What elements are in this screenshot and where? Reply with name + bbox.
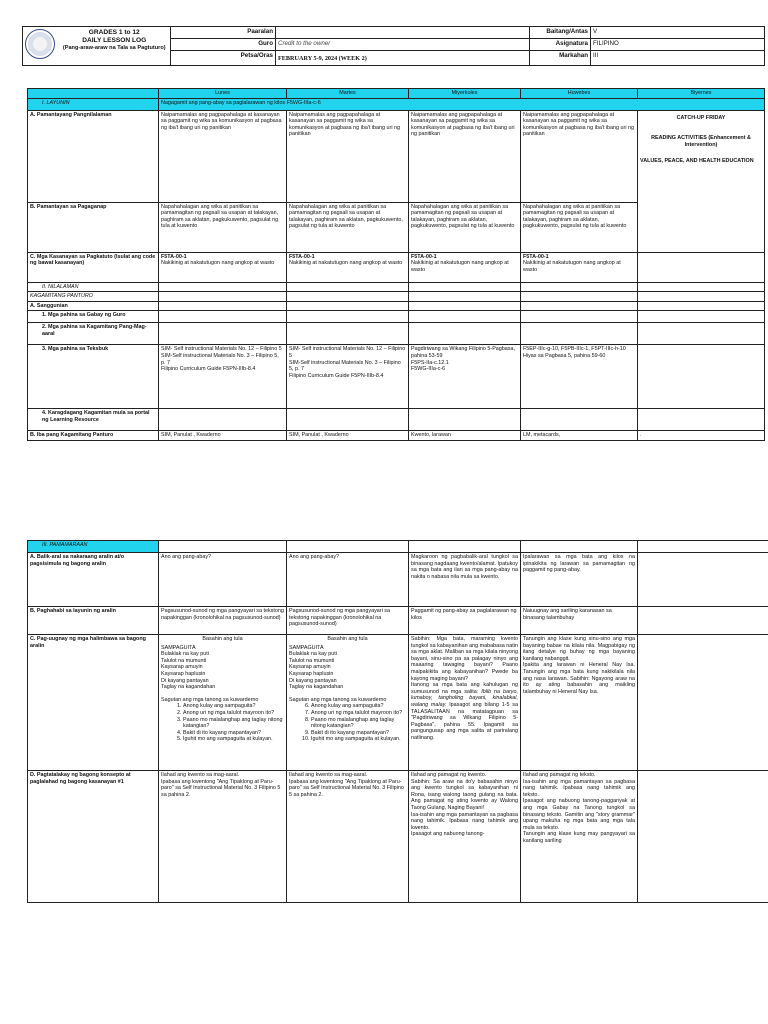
grades-title: GRADES 1 to 12 [88,29,140,36]
baitang-value: V [591,27,765,39]
day-monday: Lunes [159,89,287,99]
pag-uugnay-tue [287,635,409,771]
pangnilalaman-mon: Naipamamalas ang pagpapahalaga at kasanayan sa paggamit ng wika sa komunikasyon at pagbasa ng iba't ibang uri ng panitikan [159,110,287,202]
guro-value: Credit to the owner [276,39,530,51]
balik-aral-label: A. Balik-aral sa nakaraang aralin at/o pagsisimula ng bagong aralin [28,553,159,607]
sanggunian-label: A. Sanggunian [28,301,159,311]
paaralan-value [276,27,530,39]
pagganap-tue: Napahahalagan ang wika at panitikan sa pamamagitan ng pagsali sa usapan at talakayan, paghiram sa aklatan, pagkukuwento, pagsulat ng tula at kuwento [287,202,409,252]
pamamaraan-label: III. PAMAMARAAN [28,541,159,553]
paghahabi-wed: Paggamit ng pang-abay sa paglalarawan ng kilos [409,607,521,635]
kagamitang-pm-row [28,323,765,345]
question-item: 6. Anong kulay ang sampaguita? [311,703,406,710]
basahin-label: Basahin ang tula [202,636,243,642]
kagamitang-row [28,292,765,302]
kasanayan-text: Nakikinig at nakatutugon nang angkop at wasto [289,260,403,267]
pangnilalaman-label: A. Pamantayang Pangnilalaman [28,110,159,202]
pag-uugnay-thu: Tanungin ang klase kung sinu-sino ang mga bayaning babae na kilala nila. Magpabigay ng ilang detalye ng buhay ng mga bayaning kanilang nabanggit. Ipakita ang larawan ni Heneral Nay Isa. Tanungin ang mga bata kung nakikilala nila ang nasa larawan. Sabihin: Ngayong araw na ito ay ating babasahin ang maikling talambuhay ni Heneral Nay Isa. [521,635,638,771]
paghahabi-row [28,607,768,635]
paghahabi-label: B. Paghahabi sa layunin ng aralin [28,607,159,635]
sagutan-label: Sagutan ang mga tanong sa kuwarderno [161,696,259,703]
kasanayan-wed [409,252,521,282]
pagtatalakay-label: D. Pagtatalakay ng bagong konsepto at paglalahad ng bagong kasanayan #1 [28,771,159,903]
layunin-row [28,98,765,110]
kagamitang-pm-label: 2. Mga pahina sa Kagamitang Pang-Mag-aaral [28,323,159,345]
balik-aral-mon: Ano ang pang-abay? [159,553,287,607]
reading-activities: READING ACTIVITIES (Enhancement & Intervention) [651,135,751,148]
paghahabi-tue: Pagsusunod-sunod ng mga pangyayari sa tekstong napakinggan (kronolohikal na pagsusunod-sunod) [287,607,409,635]
iba-mon: SIM, Panulat , Kwaderno [159,431,287,441]
sanggunian-row [28,301,765,311]
question-item: 10. Iguhit mo ang sampaguita at kulayan. [311,736,406,743]
pagganap-label: B. Pamantayan sa Pagaganap [28,202,159,252]
header-table [22,26,765,66]
pangnilalaman-wed: Naipamamalas ang pagpapahalaga at kasanayan sa paggamit ng wika sa komunikasyon at pagbasa ng iba't ibang uri ng panitikan [409,110,521,202]
teksbuk-wed: Pagdiriwang sa Wikang Filipino 5-Pagbasa, pahina 53-59 F5PS-IIa-c.12.1 F5WG-IIIa-c-6 [409,345,521,409]
kasanayan-code: F5TA-00-1 [523,253,549,260]
question-item: 8. Paano mo malalanghap ang taglay nitong katangian? [311,717,406,730]
teksbuk-thu: F5EP-IIIc-g-10, F5PB-IIIc-1, F5PT-IIIc-h-10 Hiyas sa Pagbasa 5, pahina 59-60 [521,345,638,409]
pag-uugnay-mon [159,635,287,771]
pag-uugnay-label: C. Pag-uugnay ng mga halimbawa sa bagong aralin [28,635,159,771]
kasanayan-thu [521,252,638,282]
question-item: 1. Anong kulay ang sampaguita? [183,703,284,710]
paghahabi-thu: Naiuugnay ang sariling karanasan sa binasang talambuhay [521,607,638,635]
question-item: 9. Bakit di ito kayang mapantayan? [311,730,406,737]
poem-sampaguita: SAMPAGUITA Bulaklak na kay puti Talulot na mumunti Kaysarap amuyin Kaysarap haplusin Di kayang pantayan Taglay na kagandahan [161,644,216,691]
balik-aral-tue: Ano ang pang-abay? [287,553,409,607]
kagamitang-label: KAGAMITANG PANTURO [28,292,159,302]
kasanayan-mon [159,252,287,282]
iba-label: B. Iba pang Kagamitang Panturo [28,431,159,441]
markahan-label: Markahan [530,51,591,66]
paaralan-label: Paaralan [171,27,276,39]
layunin-label: I. LAYUNIN [28,98,159,110]
asignatura-label: Asignatura [530,39,591,51]
kasanayan-code: F5TA-00-1 [411,253,437,260]
baitang-label: Baitang/Antas [530,27,591,39]
kasanayan-tue [287,252,409,282]
balik-aral-wed: Magkaroon ng pagbabalik-aral tungkol sa binasang nagdaang kwento/alamat. Ipatukoy sa mga bata ang ilan sa mga pang-abay na nakita o nabasa nila mula sa kwento. [409,553,521,607]
pagtatalakay-mon: Ilahad ang kwento sa mag-aaral. Ipabasa ang kwentong "Ang Tipaklong at Paru-paro" sa Self Instructional Material No. 3 Filipino 5 sa pahina 2. [159,771,287,903]
iba-row [28,431,765,441]
kasanayan-code: F5TA-00-1 [289,253,315,260]
balik-aral-thu: Ipalarawan sa mga bata ang kilos na ipinakikita ng larawan sa pamamagitan ng paggamit ng pang-abay. [521,553,638,607]
sagutan-label: Sagutan ang mga tanong sa kuwarderno [289,696,387,703]
poem-sampaguita: SAMPAGUITA Bulaklak na kay puti Talulot na mumunti Kaysarap amuyin Kaysarap haplusin Di kayang pantayan Taglay na kagandahan [289,644,344,691]
pagganap-wed: Napahahalagan ang wika at panitikan sa pamamagitan ng pagsali sa usapan at talakayan, paghiram sa aklatan, pagkukuwento, pagsulat ng tula at kuwento [409,202,521,252]
vocabulary-words: Iblib na baryo, lumaboy, tangholing bayani, kinalabkal, walang malay. [411,688,518,708]
pangnilalaman-row [28,110,765,202]
pangnilalaman-thu: Naipamamalas ang pagpapahalaga at kasanayan sa paggamit ng wika sa komunikasyon at pagbasa ng iba't ibang uri ng panitikan [521,110,638,202]
gabay-row [28,311,765,323]
pagganap-mon: Napahahalagan ang wika at panitikan sa pamamagitan ng pagsali sa usapan at talakayan, paghiram sa aklatan, pagkukuwento, pagsulat ng tula at kuwento [159,202,287,252]
catchup-friday: CATCH-UP FRIDAY [676,114,726,121]
pamamaraan-row [28,541,768,553]
question-item: 7. Anong uri ng mga talulot mayroon ito? [311,710,406,717]
pagtatalakay-wed: Ilahad ang pamagat ng kwento. Sabihin: Sa araw na ito'y babasahin ninyo ang kwento tungkol sa kabayanihan ni Rona, isang walong taong gulang na bata. Ang pamagat ng ating kwento ay Walong Taong Gulang, Naging Bayani! Isa-isahin ang mga pamantayan sa pagbasa nang tahimik. Ipabasa nang tahimik ang kwento. Ipasagot ang nabuong tanong- [409,771,521,903]
nilalaman-label: II. NILALAMAN [28,282,159,292]
deped-seal-logo [25,29,55,59]
day-wednesday: Miyerkules [409,89,521,99]
nilalaman-row [28,282,765,292]
kasanayan-text: Nakikinig at nakatutugon nang angkop at wasto [523,260,621,273]
dll-subtitle: (Pang-araw-araw na Tala sa Pagtuturo) [62,45,166,51]
petsa-value: FEBRUARY 5-9, 2024 (WEEK 2) [276,51,530,66]
deped-seal-cell [23,27,59,66]
layunin-text: Nagagamit ang pang-abay sa paglalarawan ng kilos F5WG-IIIa-c-6 [159,98,765,110]
pangnilalaman-tue: Naipamamalas ang pagpapahalaga at kasanayan sa paggamit ng wika sa komunikasyon at pagbasa ng iba't ibang uri ng panitikan [287,110,409,202]
questions-list [161,703,284,743]
iba-thu: LM, metacards, [521,431,638,441]
dll-title-cell [59,27,171,66]
kasanayan-text: Nakikinig at nakatutugon nang angkop at wasto [161,260,275,267]
pagganap-thu: Napahahalagan ang wika at panitikan sa pamamagitan ng pagsali sa usapan at talakayan, paghiram sa aklatan, pagkukuwento, pagsulat ng tula at kuwento [521,202,638,252]
day-friday: Biyernes [638,89,765,99]
iba-fri: . [638,431,765,441]
markahan-value: III [591,51,765,66]
pag-uugnay-wed-text-1: Sabihin: Mga bata, maraming kwento tungkol sa kabayanihan ang mababasa natin sa mga aklat. Maliban sa mga kilala ninyong bayani, sinu-sino pa sa palagay ninyo ang maaaring tawaging bayani? Paano maipakikita ang kabayanihan? Pwede ba kayong maging bayani? Itanong sa mga bata ang kahulugan ng sumusunod na mga salita: [411,636,518,695]
pag-uugnay-wed-text-2: Ipasagot ang bilang 1-5 sa TALASALITAAN na matatagpuan sa "Pagdiriwang sa Wikang Filipino 5-Pagbasa", pahina 55. Ipagamit sa pangungusap ang mga salita at pariralang natlinang. [411,701,518,741]
balik-aral-row [28,553,768,607]
question-item: 4. Bakit di ito kayang mapantayan? [183,730,284,737]
question-item: 2. Anong uri ng mga talulot mayroon ito? [183,710,284,717]
pagtatalakay-row [28,771,768,903]
day-tuesday: Martes [287,89,409,99]
teksbuk-row [28,345,765,409]
question-item: 3. Paano mo malalanghap ang taglay nitong katangian? [183,717,284,730]
kasanayan-row [28,252,765,282]
karagdagang-label: 4. Karagdagang Kagamitan mula sa portal ng Learning Resource [28,409,159,431]
paghahabi-mon: Pagsusunod-sunod ng mga pangyayari sa tekstong napakinggan (kronolohikal na pagsusunod-sunod) [159,607,287,635]
teksbuk-mon: SIM- Self instructional Materials No. 12 – Filipino 5 SIM-Self instructional Materials No. 3 – Filipino 5, p. 7 Filipino Curriculum Guide F5PN-IIIb-8.4 [159,345,287,409]
karagdagang-row [28,409,765,431]
gabay-label: 1. Mga pahina sa Gabay ng Guro [28,311,159,323]
pagtatalakay-tue: Ilahad ang kwento sa mag-aaral. Ipabasa ang kwentong "Ang Tipaklong at Paru-paro" sa Self Instructional Material No. 3 Filipino 5 sa pahina 2. [287,771,409,903]
questions-list [289,703,406,743]
friday-activities [638,110,765,252]
asignatura-value: FILIPINO [591,39,765,51]
teksbuk-tue: SIM- Self instructional Materials No. 12 – Filipino 5 SIM-Self instructional Materials No. 3 – Filipino 5, p. 7 Filipino Curriculum Guide F5PN-IIIb-8.4 [287,345,409,409]
teksbuk-label: 3. Mga pahina sa Teksbuk [28,345,159,409]
kasanayan-label: C. Mga Kasanayan sa Pagkatuto (Isulat ang code ng bawat kasanayan) [28,252,159,282]
lesson-table-1 [27,88,765,441]
dll-title: DAILY LESSON LOG [82,37,147,44]
iba-wed: Kwento, larawan [409,431,521,441]
pag-uugnay-wed [409,635,521,771]
lesson-table-2 [27,540,768,903]
values-education: VALUES, PEACE, AND HEALTH EDUCATION [640,158,754,165]
day-thursday: Huwebes [521,89,638,99]
day-header-row [28,89,765,99]
kasanayan-code: F5TA-00-1 [161,253,187,260]
guro-label: Guro [171,39,276,51]
kasanayan-text: Nakikinig at nakatutugon nang angkop at wasto [411,260,509,273]
iba-tue: SIM, Panulat , Kwaderno [287,431,409,441]
pag-uugnay-row [28,635,768,771]
petsa-label: Petsa/Oras [171,51,276,66]
basahin-label: Basahin ang tula [327,636,368,642]
question-item: 5. Iguhit mo ang sampaguita at kulayan. [183,736,284,743]
pagtatalakay-thu: Ilahad ang pamagat ng teksto. Isa-isahin ang mga pamantayan sa pagbasa nang tahimik. Ipabasa nang tahimik ang teksto. Ipasagot ang nabuong tanong-pagganyak at ang mga Gabay na Tanong tungkol sa binasang teksto. Gamitin ang "story grammar" upang makuha ng mga bata ang mga tala mula sa teksto. Tanungin ang klase kung may pangyayari sa kanilang sariling [521,771,638,903]
